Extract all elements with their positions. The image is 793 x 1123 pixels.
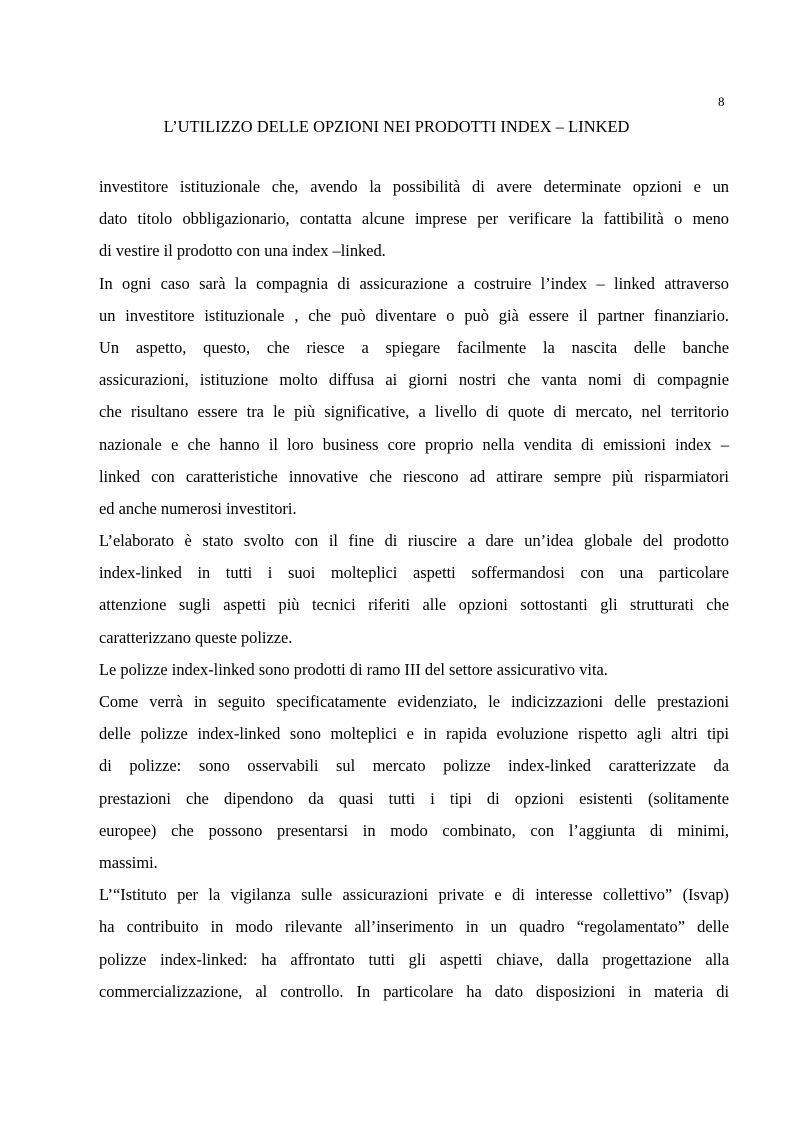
- body-line: Le polizze index-linked sono prodotti di ramo III del settore assicurativo vita.: [99, 659, 608, 679]
- running-header: L’UTILIZZO DELLE OPZIONI NEI PRODOTTI INDEX – LINKED: [163, 117, 630, 136]
- page-number: 8: [718, 94, 725, 109]
- body-line: dato titolo obbligazionario, contatta alcune imprese per verificare la fattibilità o meno: [99, 209, 729, 229]
- body-line: di polizze: sono osservabili sul mercato polizze index-linked caratterizzate da: [99, 756, 729, 776]
- body-line: commercializzazione, al controllo. In particolare ha dato disposizioni in materia di: [99, 981, 729, 1001]
- body-line: L’“Istituto per la vigilanza sulle assicurazioni private e di interesse collettivo” (Isvap): [99, 885, 729, 905]
- body-line: massimi.: [99, 852, 158, 872]
- body-line: investitore istituzionale che, avendo la possibilità di avere determinate opzioni e un: [99, 177, 729, 196]
- body-line: Come verrà in seguito specificatamente evidenziato, le indicizzazioni delle prestazioni: [99, 692, 729, 711]
- body-line: attenzione sugli aspetti più tecnici riferiti alle opzioni sottostanti gli strutturati che: [99, 595, 729, 615]
- body-line: linked con caratteristiche innovative che riescono ad attirare sempre più risparmiatori: [99, 466, 729, 486]
- body-line: L’elaborato è stato svolto con il fine di riuscire a dare un’idea globale del prodotto: [99, 531, 729, 551]
- body-line: di vestire il prodotto con una index –linked.: [99, 241, 386, 261]
- body-line: index-linked in tutti i suoi molteplici aspetti soffermandosi con una particolare: [99, 563, 729, 583]
- body-line: nazionale e che hanno il loro business core proprio nella vendita di emissioni index –: [99, 434, 729, 454]
- body-line: assicurazioni, istituzione molto diffusa ai giorni nostri che vanta nomi di compagnie: [99, 370, 729, 390]
- body-line: europee) che possono presentarsi in modo combinato, con l’aggiunta di minimi,: [99, 820, 729, 840]
- body-line: Un aspetto, questo, che riesce a spiegare facilmente la nascita delle banche: [99, 337, 729, 357]
- body-line: caratterizzano queste polizze.: [99, 627, 293, 647]
- body-line: polizze index-linked: ha affrontato tutti gli aspetti chiave, dalla progettazione alla: [99, 949, 729, 969]
- body-line: un investitore istituzionale , che può diventare o può già essere il partner finanziario.: [99, 305, 729, 325]
- body-line: delle polizze index-linked sono molteplici e in rapida evoluzione rispetto agli altri tipi: [99, 724, 729, 744]
- body-line: ed anche numerosi investitori.: [99, 498, 297, 518]
- body-line: ha contribuito in modo rilevante all’inserimento in un quadro “regolamentato” delle: [99, 917, 729, 937]
- body-text: [99, 171, 729, 1008]
- body-line: In ogni caso sarà la compagnia di assicurazione a costruire l’index – linked attraverso: [99, 273, 729, 293]
- body-line: prestazioni che dipendono da quasi tutti i tipi di opzioni esistenti (solitamente: [99, 788, 729, 808]
- body-line: che risultano essere tra le più significative, a livello di quote di mercato, nel territorio: [99, 402, 729, 422]
